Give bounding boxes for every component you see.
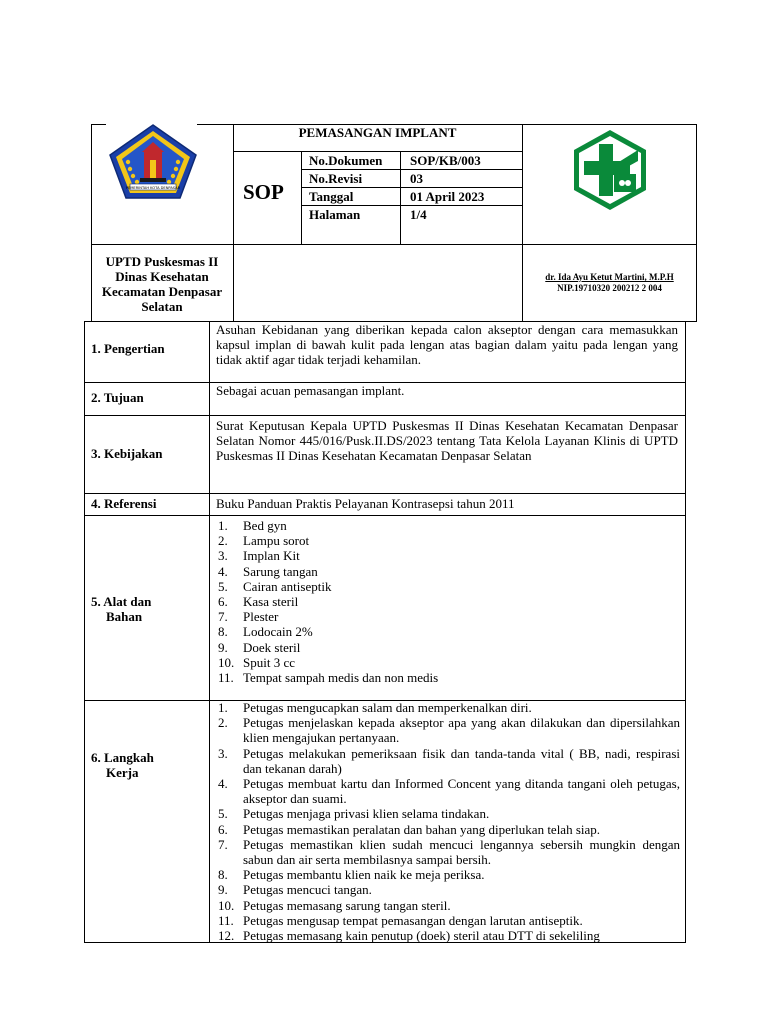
langkah-kerja-list: [210, 700, 680, 943]
signatory-block: [523, 272, 696, 294]
list-item: 6. Kasa steril: [218, 594, 299, 610]
list-item: 2. Petugas menjelaskan kepada akseptor apa yang akan dilakukan dan dipersilahkan klien mengajukan pertanyaan.: [218, 715, 680, 746]
list-item: 3. Implan Kit: [218, 548, 300, 564]
text-referensi: Buku Panduan Praktis Pelayanan Kontrasepsi tahun 2011: [216, 496, 515, 511]
signatory-nip: NIP.19710320 200212 2 004: [557, 283, 662, 293]
meta-value-tanggal: 01 April 2023: [410, 189, 485, 204]
sop-label: SOP: [243, 180, 284, 204]
list-item: 11. Petugas mengusap tempat pemasangan dengan larutan antiseptik.: [218, 912, 583, 928]
meta-value-halaman: 1/4: [410, 207, 427, 222]
text-kebijakan: Surat Keputusan Kepala UPTD Puskesmas II Dinas Kesehatan Kecamatan Denpasar Selatan Nomor 445/016/Pusk.II.DS/2023 tentang Tata Kelola Layanan Klinis di UPTD Puskesmas II Dinas Kesehatan Kecamatan Denpasar Selatan: [216, 418, 678, 464]
list-item: 10. Petugas memasang sarung tangan steril.: [218, 897, 451, 913]
list-item: 3. Petugas melakukan pemeriksaan fisik dan tanda-tanda vital ( BB, nadi, respirasi dan tekanan darah): [218, 745, 680, 776]
list-item: 6. Petugas memastikan peralatan dan bahan yang diperlukan telah siap.: [218, 821, 601, 837]
list-item: 12. Petugas memasang kain penutup (doek) steril atau DTT di sekeliling: [218, 928, 600, 944]
label-kebijakan: 3. Kebijakan: [91, 446, 163, 461]
text-tujuan: Sebagai acuan pemasangan implant.: [216, 383, 405, 398]
meta-label-no-revisi: No.Revisi: [309, 171, 363, 186]
signatory-name: dr. Ida Ayu Ketut Martini, M.P.H: [545, 272, 674, 282]
meta-label-halaman: Halaman: [309, 207, 361, 222]
label-alat-bahan-line1: 5. Alat dan: [91, 594, 152, 609]
alat-bahan-list: [210, 518, 680, 685]
label-referensi: 4. Referensi: [91, 496, 157, 511]
label-alat-bahan-line2: Bahan: [106, 609, 143, 624]
puskesmas-logo-icon: [568, 128, 652, 212]
label-pengertian: 1. Pengertian: [91, 341, 165, 356]
list-item: 1. Bed gyn: [218, 518, 287, 533]
list-item: 5. Cairan antiseptik: [218, 578, 332, 594]
meta-value-no-dokumen: SOP/KB/003: [410, 153, 481, 168]
list-item: 7. Plester: [218, 609, 279, 625]
list-item: 1. Petugas mengucapkan salam dan memperkenalkan diri.: [218, 700, 532, 715]
label-langkah-kerja-line1: 6. Langkah: [91, 750, 154, 765]
list-item: 4. Petugas membuat kartu dan Informed Concent yang ditanda tangani oleh petugas, akseptor dan suami.: [218, 776, 680, 807]
label-alat-bahan: [91, 594, 151, 624]
meta-value-no-revisi: 03: [410, 171, 423, 186]
label-langkah-kerja: [91, 750, 154, 780]
list-item: 4. Sarung tangan: [218, 563, 318, 579]
label-langkah-kerja-line2: Kerja: [106, 765, 139, 780]
list-item: 9. Doek steril: [218, 639, 301, 655]
list-item: 5. Petugas menjaga privasi klien selama tindakan.: [218, 806, 490, 822]
unit-name: UPTD Puskesmas II Dinas Kesehatan Kecamatan Denpasar Selatan: [101, 254, 223, 314]
meta-label-tanggal: Tanggal: [309, 189, 354, 204]
logo-caption: PEMERINTAH KOTA DENPASAR: [125, 186, 181, 190]
list-item: 10. Spuit 3 cc: [218, 654, 295, 670]
label-tujuan: 2. Tujuan: [91, 390, 144, 405]
meta-label-no-dokumen: No.Dokumen: [309, 153, 383, 168]
list-item: 11. Tempat sampah medis dan non medis: [218, 670, 439, 686]
text-pengertian: Asuhan Kebidanan yang diberikan kepada calon akseptor dengan cara memasukkan kapsul implan di bawah kulit pada lengan atas bagian dalam yaitu pada lengan yang tidak aktif agar tidak terjadi kehamilan.: [216, 322, 678, 368]
list-item: 8. Lodocain 2%: [218, 624, 313, 640]
list-item: 2. Lampu sorot: [218, 533, 310, 549]
list-item: 9. Petugas mencuci tangan.: [218, 882, 372, 898]
page-title: PEMASANGAN IMPLANT: [298, 125, 457, 140]
kota-denpasar-emblem-icon: [106, 122, 200, 202]
list-item: 7. Petugas memastikan klien sudah mencuci lengannya sebersih mungkin dengan sabun dan air serta membilasnya sampai bersih.: [218, 836, 680, 868]
list-item: 8. Petugas membantu klien naik ke meja periksa.: [218, 867, 485, 883]
